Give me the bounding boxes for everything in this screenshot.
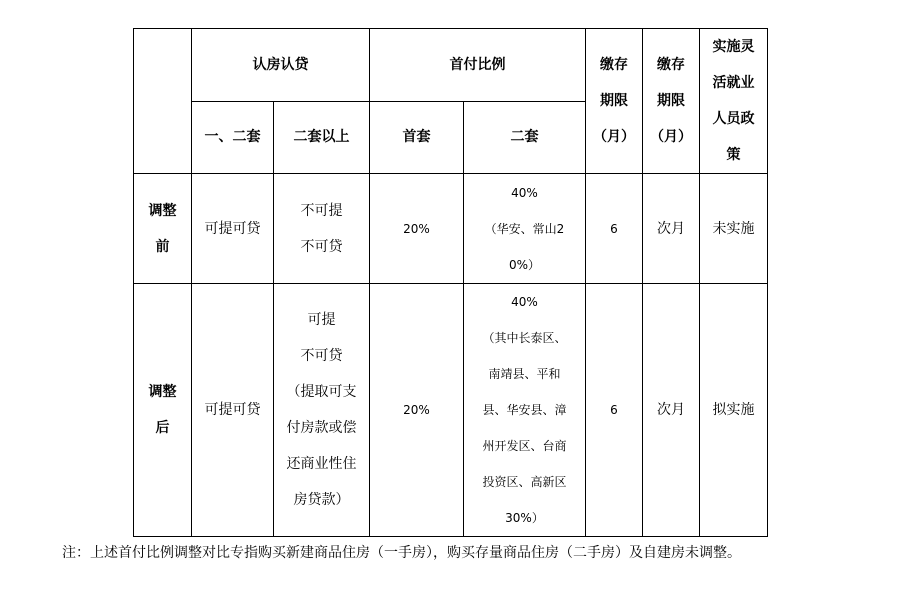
cell-line: 投资区、高新区 xyxy=(482,475,567,489)
cell-down-second xyxy=(464,284,586,537)
cell-line: 不可贷 xyxy=(300,348,343,364)
cell-flexible-policy: 拟实施 xyxy=(700,284,768,537)
header-flexible-line: 策 xyxy=(726,147,741,163)
cell-line: 30%） xyxy=(505,511,544,525)
cell-line: 还商业性住 xyxy=(286,456,357,472)
row-label-line: 前 xyxy=(155,238,170,255)
cell-loan-first-second: 可提可贷 xyxy=(192,174,274,284)
cell-deposit-period-2: 次月 xyxy=(643,174,700,284)
cell-deposit-period: 6 xyxy=(586,284,643,537)
row-label-line: 后 xyxy=(155,420,170,436)
header-deposit-period-2-line: 期限 xyxy=(657,93,685,109)
header-deposit-period xyxy=(586,29,643,174)
header-loan-first-second: 一、二套 xyxy=(192,101,274,174)
header-flexible-line: 人员政 xyxy=(712,111,755,127)
cell-deposit-period: 6 xyxy=(586,174,643,284)
header-deposit-period-line: 期限 xyxy=(600,93,628,109)
cell-line: 州开发区、台商 xyxy=(482,439,567,453)
header-deposit-period-2 xyxy=(643,29,700,174)
cell-line: （其中长泰区、 xyxy=(482,331,567,345)
cell-line: 0%） xyxy=(508,257,541,272)
header-flexible-line: 活就业 xyxy=(712,75,755,91)
header-deposit-period-line: 缴存 xyxy=(600,57,628,73)
cell-line: 不可贷 xyxy=(300,238,343,255)
cell-line: 40% xyxy=(511,185,538,200)
cell-loan-first-second: 可提可贷 xyxy=(192,284,274,537)
cell-line: 不可提 xyxy=(300,202,343,219)
header-down-first: 首套 xyxy=(370,101,464,174)
cell-down-first: 20% xyxy=(370,174,464,284)
header-deposit-period-2-line: （月） xyxy=(650,129,692,145)
cell-deposit-period-2: 次月 xyxy=(643,284,700,537)
cell-flexible-policy: 未实施 xyxy=(700,174,768,284)
cell-line: 县、华安县、漳 xyxy=(482,403,567,417)
cell-down-first: 20% xyxy=(370,284,464,537)
cell-line: 房贷款） xyxy=(293,492,350,508)
header-row-1 xyxy=(134,29,768,102)
policy-comparison-table xyxy=(133,28,768,537)
header-loan-group: 认房认贷 xyxy=(192,29,370,102)
cell-line: （提取可支 xyxy=(286,384,357,400)
header-deposit-period-2-line: 缴存 xyxy=(657,57,685,73)
header-loan-second-above: 二套以上 xyxy=(274,101,370,174)
cell-line: 可提 xyxy=(307,312,336,328)
cell-line: 40% xyxy=(511,295,538,309)
header-corner-cell xyxy=(134,29,192,174)
header-flexible-line: 实施灵 xyxy=(712,39,755,55)
header-deposit-period-line: （月） xyxy=(593,129,635,145)
cell-line: 付房款或偿 xyxy=(286,420,357,436)
header-down-second: 二套 xyxy=(464,101,586,174)
header-down-payment-group: 首付比例 xyxy=(370,29,586,102)
cell-line: 南靖县、平和 xyxy=(488,367,561,381)
row-label-line: 调整 xyxy=(148,384,177,400)
cell-loan-second-above xyxy=(274,174,370,284)
table-row-before xyxy=(134,174,768,284)
table-row-after xyxy=(134,284,768,537)
header-flexible-employment-policy xyxy=(700,29,768,174)
cell-down-second xyxy=(464,174,586,284)
cell-line: （华安、常山2 xyxy=(484,221,565,236)
row-label-before xyxy=(134,174,192,284)
row-label-line: 调整 xyxy=(148,202,177,219)
row-label-after xyxy=(134,284,192,537)
footnote: 注：上述首付比例调整对比专指购买新建商品住房（一手房），购买存量商品住房（二手房）及自建房未调整。 xyxy=(62,545,741,561)
cell-loan-second-above xyxy=(274,284,370,537)
